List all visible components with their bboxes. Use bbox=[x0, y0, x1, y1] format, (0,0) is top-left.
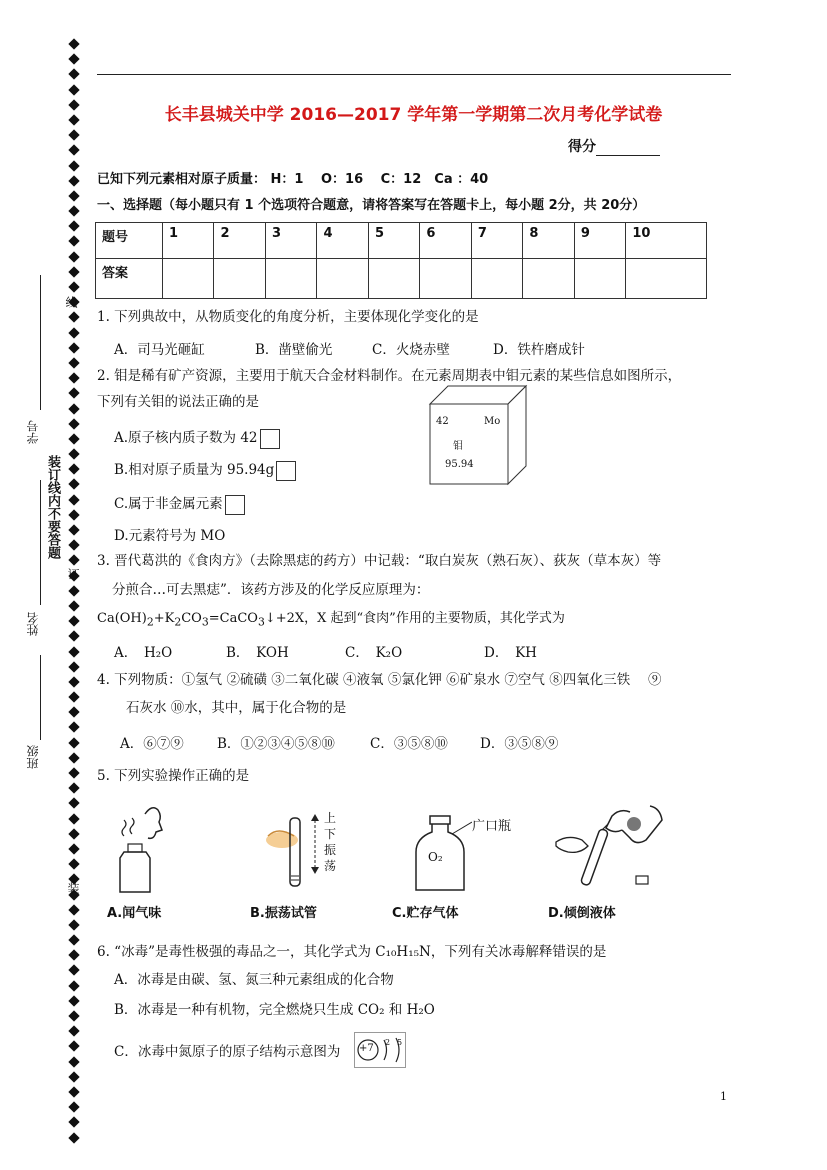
question-2-stem: 2. 钼是稀有矿产资源，主要用于航天合金材料制作。在元素周期表中钼元素的某些信息如图所示， bbox=[97, 368, 682, 384]
diamond-icon bbox=[68, 540, 79, 551]
question-4-stem: 4. 下列物质：①氢气 ②硫磺 ③二氧化碳 ④液氧 ⑤氯化钾 ⑥矿泉水 ⑦空气 ⑧四氧化三铁 ⑨ bbox=[97, 672, 662, 688]
diamond-icon bbox=[68, 752, 79, 763]
figure-label-b: B.振荡试管 bbox=[250, 906, 317, 921]
element-symbol: Mo bbox=[484, 416, 501, 427]
diamond-icon bbox=[68, 388, 79, 399]
diamond-icon bbox=[68, 464, 79, 475]
table-cell: 8 bbox=[523, 223, 574, 259]
diamond-icon bbox=[68, 342, 79, 353]
diamond-icon bbox=[68, 1071, 79, 1082]
q6-option-b: B．冰毒是一种有机物，完全燃烧只生成 CO₂ 和 H₂O bbox=[114, 1002, 435, 1018]
q4-option-a: A．⑥⑦⑨ bbox=[120, 736, 184, 752]
margin-ding-label: 订 bbox=[66, 568, 80, 580]
figure-label-a: A.闻气味 bbox=[107, 906, 162, 921]
diamond-icon bbox=[68, 950, 79, 961]
banji-blank[interactable] bbox=[40, 655, 41, 740]
diamond-icon bbox=[68, 54, 79, 65]
diamond-icon bbox=[68, 175, 79, 186]
answer-cell[interactable] bbox=[368, 259, 419, 299]
eq-part: Ca(OH) bbox=[97, 611, 147, 626]
diamond-icon bbox=[68, 919, 79, 930]
table-cell: 10 bbox=[626, 223, 707, 259]
table-cell: 4 bbox=[317, 223, 368, 259]
figure-label-c: C.贮存气体 bbox=[392, 906, 459, 921]
element-mass: 95.94 bbox=[445, 459, 474, 470]
diamond-icon bbox=[68, 494, 79, 505]
diamond-icon bbox=[68, 828, 79, 839]
diamond-icon bbox=[68, 1101, 79, 1112]
q2-option-b-text: B.相对原子质量为 95.94g bbox=[114, 462, 275, 478]
question-2-stem-cont: 下列有关钼的说法正确的是 bbox=[97, 394, 259, 410]
diamond-icon bbox=[68, 707, 79, 718]
eq-sub: 3 bbox=[201, 615, 209, 629]
q4-option-c: C．③⑤⑧⑩ bbox=[370, 736, 448, 752]
o2-label: O₂ bbox=[428, 850, 443, 864]
diamond-icon bbox=[68, 858, 79, 869]
diamond-icon bbox=[68, 676, 79, 687]
table-cell: 3 bbox=[265, 223, 316, 259]
diamond-icon bbox=[68, 555, 79, 566]
question-6-stem: 6. “冰毒”是毒性极强的毒品之一，其化学式为 C₁₀H₁₅N，下列有关冰毒解释错误的是 bbox=[97, 944, 607, 960]
diamond-icon bbox=[68, 980, 79, 991]
answer-cell[interactable] bbox=[265, 259, 316, 299]
table-cell: 9 bbox=[574, 223, 625, 259]
shake-char: 下 bbox=[324, 827, 337, 841]
diamond-icon bbox=[68, 84, 79, 95]
diamond-icon bbox=[68, 585, 79, 596]
diamond-icon bbox=[68, 965, 79, 976]
eq-part: ↓+2X，X 起到“食肉”作用的主要物质，其化学式为 bbox=[264, 611, 565, 626]
atom-structure-icon bbox=[354, 1032, 406, 1068]
margin-xingming: 姓名 bbox=[26, 612, 40, 636]
diamond-icon bbox=[68, 934, 79, 945]
question-5-stem: 5. 下列实验操作正确的是 bbox=[97, 768, 250, 784]
checkbox-icon[interactable] bbox=[276, 461, 296, 481]
q3-option-a: A． H₂O bbox=[114, 645, 173, 661]
smell-experiment-icon bbox=[110, 800, 180, 895]
q2-option-c bbox=[114, 492, 245, 515]
table-cell: 6 bbox=[420, 223, 471, 259]
diamond-icon bbox=[68, 266, 79, 277]
diamond-icon bbox=[68, 479, 79, 490]
diamond-icon bbox=[68, 1026, 79, 1037]
diamond-icon bbox=[68, 646, 79, 657]
diamond-icon bbox=[68, 38, 79, 49]
diamond-icon bbox=[68, 813, 79, 824]
q3-option-b: B． KOH bbox=[226, 645, 289, 661]
q2-option-a bbox=[114, 426, 280, 449]
score-label: 得分 bbox=[568, 139, 596, 155]
diamond-icon bbox=[68, 661, 79, 672]
diamond-icon bbox=[68, 1041, 79, 1052]
eq-sub: 2 bbox=[174, 615, 182, 629]
answer-cell[interactable] bbox=[626, 259, 707, 299]
diamond-icon bbox=[68, 129, 79, 140]
diamond-icon bbox=[68, 509, 79, 520]
q4-option-d: D．③⑤⑧⑨ bbox=[480, 736, 559, 752]
diamond-icon bbox=[68, 1117, 79, 1128]
margin-xuehao: 学号 bbox=[26, 420, 40, 444]
diamond-icon bbox=[68, 160, 79, 171]
diamond-icon bbox=[68, 99, 79, 110]
diamond-icon bbox=[68, 418, 79, 429]
diamond-icon bbox=[68, 631, 79, 642]
element-cell-icon bbox=[420, 382, 530, 488]
diamond-icon bbox=[68, 236, 79, 247]
table-cell: 5 bbox=[368, 223, 419, 259]
score-blank[interactable] bbox=[596, 141, 660, 156]
diamond-icon bbox=[68, 190, 79, 201]
diamond-icon bbox=[68, 403, 79, 414]
up-down-arrow-icon bbox=[309, 814, 321, 874]
margin-zhuang-label: 装 bbox=[66, 882, 80, 894]
q1-option-d: D．铁杵磨成针 bbox=[493, 342, 585, 358]
diamond-icon bbox=[68, 1132, 79, 1143]
xingming-blank[interactable] bbox=[40, 480, 41, 605]
diamond-icon bbox=[68, 600, 79, 611]
shake-text bbox=[324, 810, 338, 874]
diamond-icon bbox=[68, 433, 79, 444]
page-number: 1 bbox=[720, 1090, 727, 1103]
q2-option-a-text: A.原子核内质子数为 42 bbox=[114, 430, 258, 446]
question-4-stem-cont: 石灰水 ⑩水，其中，属于化合物的是 bbox=[126, 700, 347, 716]
header-rule bbox=[97, 74, 731, 75]
q4-option-b: B．①②③④⑤⑧⑩ bbox=[217, 736, 335, 752]
diamond-icon bbox=[68, 251, 79, 262]
q3-option-d: D． KH bbox=[484, 645, 537, 661]
answer-cell[interactable] bbox=[471, 259, 522, 299]
answer-cell[interactable] bbox=[574, 259, 625, 299]
shake-char: 上 bbox=[324, 811, 337, 825]
q1-option-a: A．司马光砸缸 bbox=[114, 342, 205, 358]
q6-option-a: A．冰毒是由碳、氢、氮三种元素组成的化合物 bbox=[114, 972, 394, 988]
diamond-icon bbox=[68, 448, 79, 459]
answer-table bbox=[95, 222, 707, 299]
diamond-icon bbox=[68, 722, 79, 733]
q1-option-c: C．火烧赤壁 bbox=[372, 342, 450, 358]
answer-table-row-label: 答案 bbox=[96, 259, 163, 299]
checkbox-icon[interactable] bbox=[225, 495, 245, 515]
shell-electrons: 2 bbox=[385, 1038, 391, 1047]
question-3-stem: 3. 晋代葛洪的《食肉方》（去除黑痣的药方）中记载：“取白炭灰（熟石灰）、荻灰（草本灰）等 bbox=[97, 553, 662, 569]
eq-sub: 2 bbox=[146, 615, 154, 629]
q2-option-c-text: C.属于非金属元素 bbox=[114, 496, 223, 512]
shake-char: 荡 bbox=[324, 859, 337, 873]
question-3-stem-cont: 分煎合…可去黑痣”．该药方涉及的化学反应原理为： bbox=[112, 582, 430, 598]
answer-table-header: 题号 bbox=[96, 223, 163, 259]
checkbox-icon[interactable] bbox=[260, 429, 280, 449]
diamond-icon bbox=[68, 904, 79, 915]
diamond-icon bbox=[68, 737, 79, 748]
table-cell: 2 bbox=[214, 223, 265, 259]
section-heading: 一、选择题（每小题只有 1 个选项符合题意，请将答案写在答题卡上，每小题 2分，共 20分） bbox=[97, 198, 646, 213]
binding-border bbox=[68, 40, 82, 1149]
q1-option-b: B．凿壁偷光 bbox=[255, 342, 333, 358]
diamond-icon bbox=[68, 1010, 79, 1021]
diamond-icon bbox=[68, 221, 79, 232]
q2-option-b bbox=[114, 458, 296, 481]
answer-cell[interactable] bbox=[317, 259, 368, 299]
margin-warning: 装订线内不要答题 bbox=[45, 455, 60, 559]
question-3-equation bbox=[97, 607, 565, 629]
table-cell: 7 bbox=[471, 223, 522, 259]
diamond-icon bbox=[68, 843, 79, 854]
diamond-icon bbox=[68, 281, 79, 292]
atomic-masses: 已知下列元素相对原子质量： H：1 O：16 C：12 Ca ：40 bbox=[97, 172, 489, 187]
eq-sub: 3 bbox=[257, 615, 265, 629]
q2-option-d: D.元素符号为 MO bbox=[114, 528, 226, 544]
margin-line-label: 线 bbox=[64, 296, 78, 308]
eq-part: CO bbox=[181, 611, 202, 626]
answer-cell[interactable] bbox=[163, 259, 214, 299]
diamond-icon bbox=[68, 615, 79, 626]
nucleus-charge: +7 bbox=[359, 1043, 374, 1054]
page-title: 长丰县城关中学 2016—2017 学年第一学期第二次月考化学试卷 bbox=[164, 105, 663, 125]
margin-banji: 班级 bbox=[26, 745, 40, 769]
bottle-label: 广口瓶 bbox=[472, 819, 512, 834]
element-number: 42 bbox=[436, 416, 449, 427]
diamond-icon bbox=[68, 372, 79, 383]
diamond-icon bbox=[68, 205, 79, 216]
diamond-icon bbox=[68, 1086, 79, 1097]
diamond-icon bbox=[68, 69, 79, 80]
diamond-icon bbox=[68, 995, 79, 1006]
diamond-icon bbox=[68, 1056, 79, 1067]
answer-cell[interactable] bbox=[214, 259, 265, 299]
table-cell: 1 bbox=[163, 223, 214, 259]
diamond-icon bbox=[68, 312, 79, 323]
diamond-icon bbox=[68, 357, 79, 368]
diamond-icon bbox=[68, 691, 79, 702]
diamond-icon bbox=[68, 783, 79, 794]
shell-electrons: 5 bbox=[397, 1038, 403, 1047]
eq-part: +K bbox=[153, 611, 175, 626]
xuehao-blank[interactable] bbox=[40, 275, 41, 410]
figure-label-d: D.倾倒液体 bbox=[548, 906, 616, 921]
score-field bbox=[568, 136, 660, 156]
q6-option-c: C．冰毒中氮原子的原子结构示意图为 bbox=[114, 1044, 341, 1060]
pour-liquid-icon bbox=[550, 800, 670, 896]
element-name: 钼 bbox=[453, 441, 463, 452]
diamond-icon bbox=[68, 327, 79, 338]
shake-char: 振 bbox=[324, 843, 337, 857]
diamond-icon bbox=[68, 145, 79, 156]
diamond-icon bbox=[68, 798, 79, 809]
eq-part: =CaCO bbox=[208, 611, 258, 626]
q3-option-c: C． K₂O bbox=[345, 645, 403, 661]
question-1-stem: 1. 下列典故中，从物质变化的角度分析，主要体现化学变化的是 bbox=[97, 309, 479, 325]
diamond-icon bbox=[68, 767, 79, 778]
diamond-icon bbox=[68, 524, 79, 535]
answer-cell[interactable] bbox=[523, 259, 574, 299]
answer-cell[interactable] bbox=[420, 259, 471, 299]
diamond-icon bbox=[68, 114, 79, 125]
